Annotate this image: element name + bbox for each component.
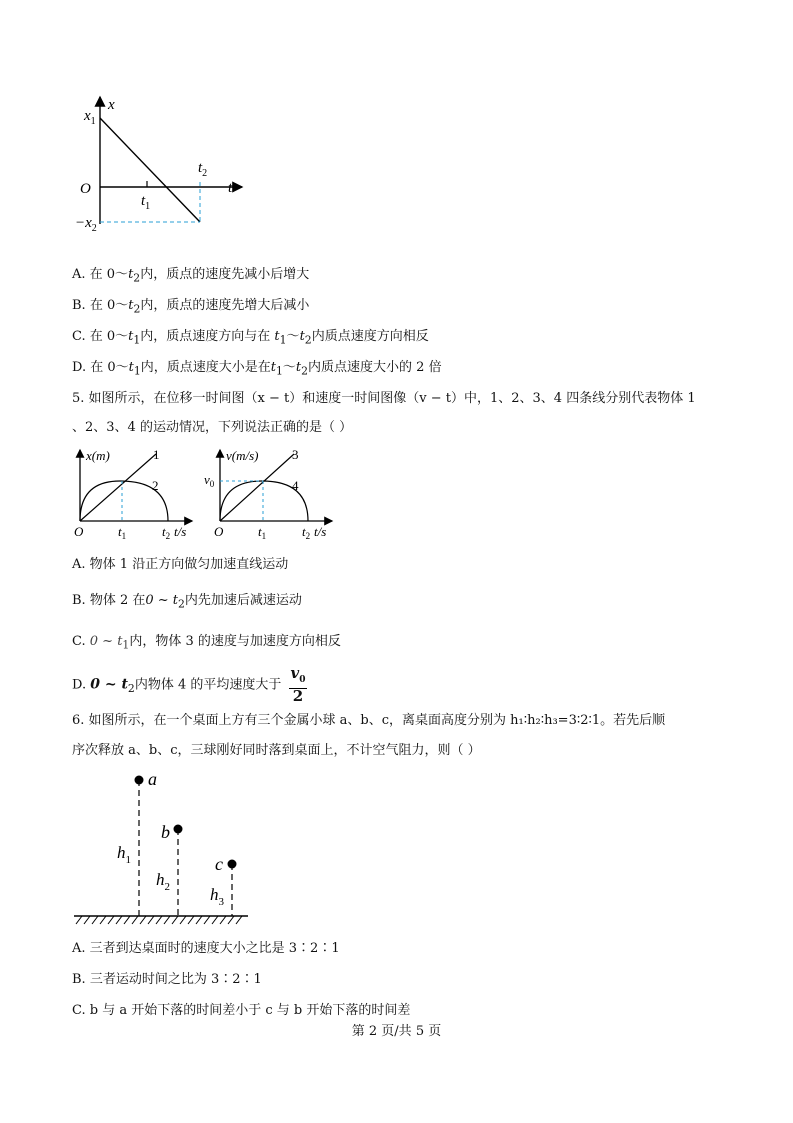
q6-option-c: C. b 与 a 开始下落的时间差小于 c 与 b 开始下落的时间差: [72, 1003, 411, 1018]
q5r-x-unit: t/s: [314, 524, 327, 539]
q4-option-a: A. 在 $0\sim t_2$内，质点的速度先减小后增大: [72, 267, 310, 285]
q5r-line-3: [220, 454, 294, 521]
q6-ball-a: [135, 776, 144, 785]
q4-option-c: C. 在 $0\sim t_1$内，质点速度方向与在 $t_1\sim t_2$内质点速度方向相反: [72, 329, 429, 347]
q6-h2-label: $h_2$: [156, 870, 170, 893]
q4-t1-label: $t_1$: [141, 193, 151, 212]
q4-option-d: D. 在 $0\sim t_1$内，质点速度大小是在$t_1\sim t_2$内质点速度大小的 2 倍: [72, 360, 442, 378]
q5-vt-graph: [202, 446, 342, 546]
q6-ball-c: [228, 860, 237, 869]
q5l-label-1: 1: [153, 447, 160, 462]
q6-option-b: B. 三者运动时间之比为 3∶2∶1: [72, 972, 262, 987]
q4-origin: O: [80, 181, 91, 197]
q5-stem-line2: 、2、3、4 的运动情况，下列说法正确的是（ ）: [72, 420, 353, 435]
q6-ball-b: [174, 825, 183, 834]
q6-balls-figure: [70, 768, 255, 928]
q5l-label-2: 2: [152, 478, 159, 493]
q5l-y-label: x(m): [86, 448, 110, 463]
q5-stem-line1: 5. 如图所示，在位移一时间图（x − t）和速度一时间图像（v − t）中，1、2、3、4 四条线分别代表物体 1: [72, 391, 696, 406]
q4-y-label: x: [108, 97, 115, 113]
q6-h1-label: $h_1$: [117, 843, 131, 866]
q6-table-hatch: [76, 916, 242, 924]
q5r-t2-label: $t_2$: [302, 524, 311, 541]
q5-option-c: C. 0 ~ $t_1$内，物体 3 的速度与加速度方向相反: [72, 634, 341, 652]
q6-stem-line2: 序次释放 a、b、c，三球刚好同时落到桌面上，不计空气阻力，则（ ）: [72, 743, 481, 758]
q4-neg-x2-label: $-x_2$: [75, 215, 97, 234]
q5r-y-label: v(m/s): [226, 448, 259, 463]
q6-option-a: A. 三者到达桌面时的速度大小之比是 3∶2∶1: [72, 941, 340, 956]
q5r-v0-label: $v_0$: [204, 472, 215, 489]
q5l-origin: O: [74, 524, 84, 539]
q5-xt-graph: [70, 446, 200, 546]
q5-fraction: $\frac{v_0}{2}$: [290, 664, 306, 705]
q5-option-b: B. 物体 2 在0 ~ $t_2$内先加速后减速运动: [72, 593, 302, 611]
q5l-x-unit: t/s: [174, 524, 187, 539]
q4-t2-label: $t_2$: [198, 160, 208, 179]
q6-ball-a-label: a: [148, 769, 157, 789]
q5l-t2-label: $t_2$: [162, 524, 171, 541]
q6-h3-label: $h_3$: [210, 885, 224, 908]
q6-ball-c-label: c: [215, 854, 223, 874]
q4-xt-graph: [70, 92, 260, 237]
q5l-line-1: [80, 454, 156, 521]
q5r-label-4: 4: [292, 478, 299, 493]
q5r-label-3: 3: [292, 447, 299, 462]
q5-option-a: A. 物体 1 沿正方向做匀加速直线运动: [72, 557, 289, 572]
q5-option-d: D. 0 ~ $t_2$内物体 4 的平均速度大于 $\frac{v_0}{2}$: [72, 664, 306, 705]
q4-x1-label: $x_1$: [84, 108, 96, 127]
page-footer: 第 2 页/共 5 页: [351, 1024, 442, 1039]
q6-ball-b-label: b: [161, 822, 170, 842]
q5r-t1-label: $t_1$: [258, 524, 267, 541]
q5r-origin: O: [214, 524, 224, 539]
q5l-t1-label: $t_1$: [118, 524, 127, 541]
q4-option-b: B. 在 $0\sim t_2$内，质点的速度先增大后减小: [72, 298, 310, 316]
q6-stem-line1: 6. 如图所示，在一个桌面上方有三个金属小球 a、b、c，离桌面高度分别为 h₁∶h₂∶h₃=3∶2∶1。若先后顺: [72, 713, 666, 728]
q4-x-label: t: [228, 180, 233, 196]
